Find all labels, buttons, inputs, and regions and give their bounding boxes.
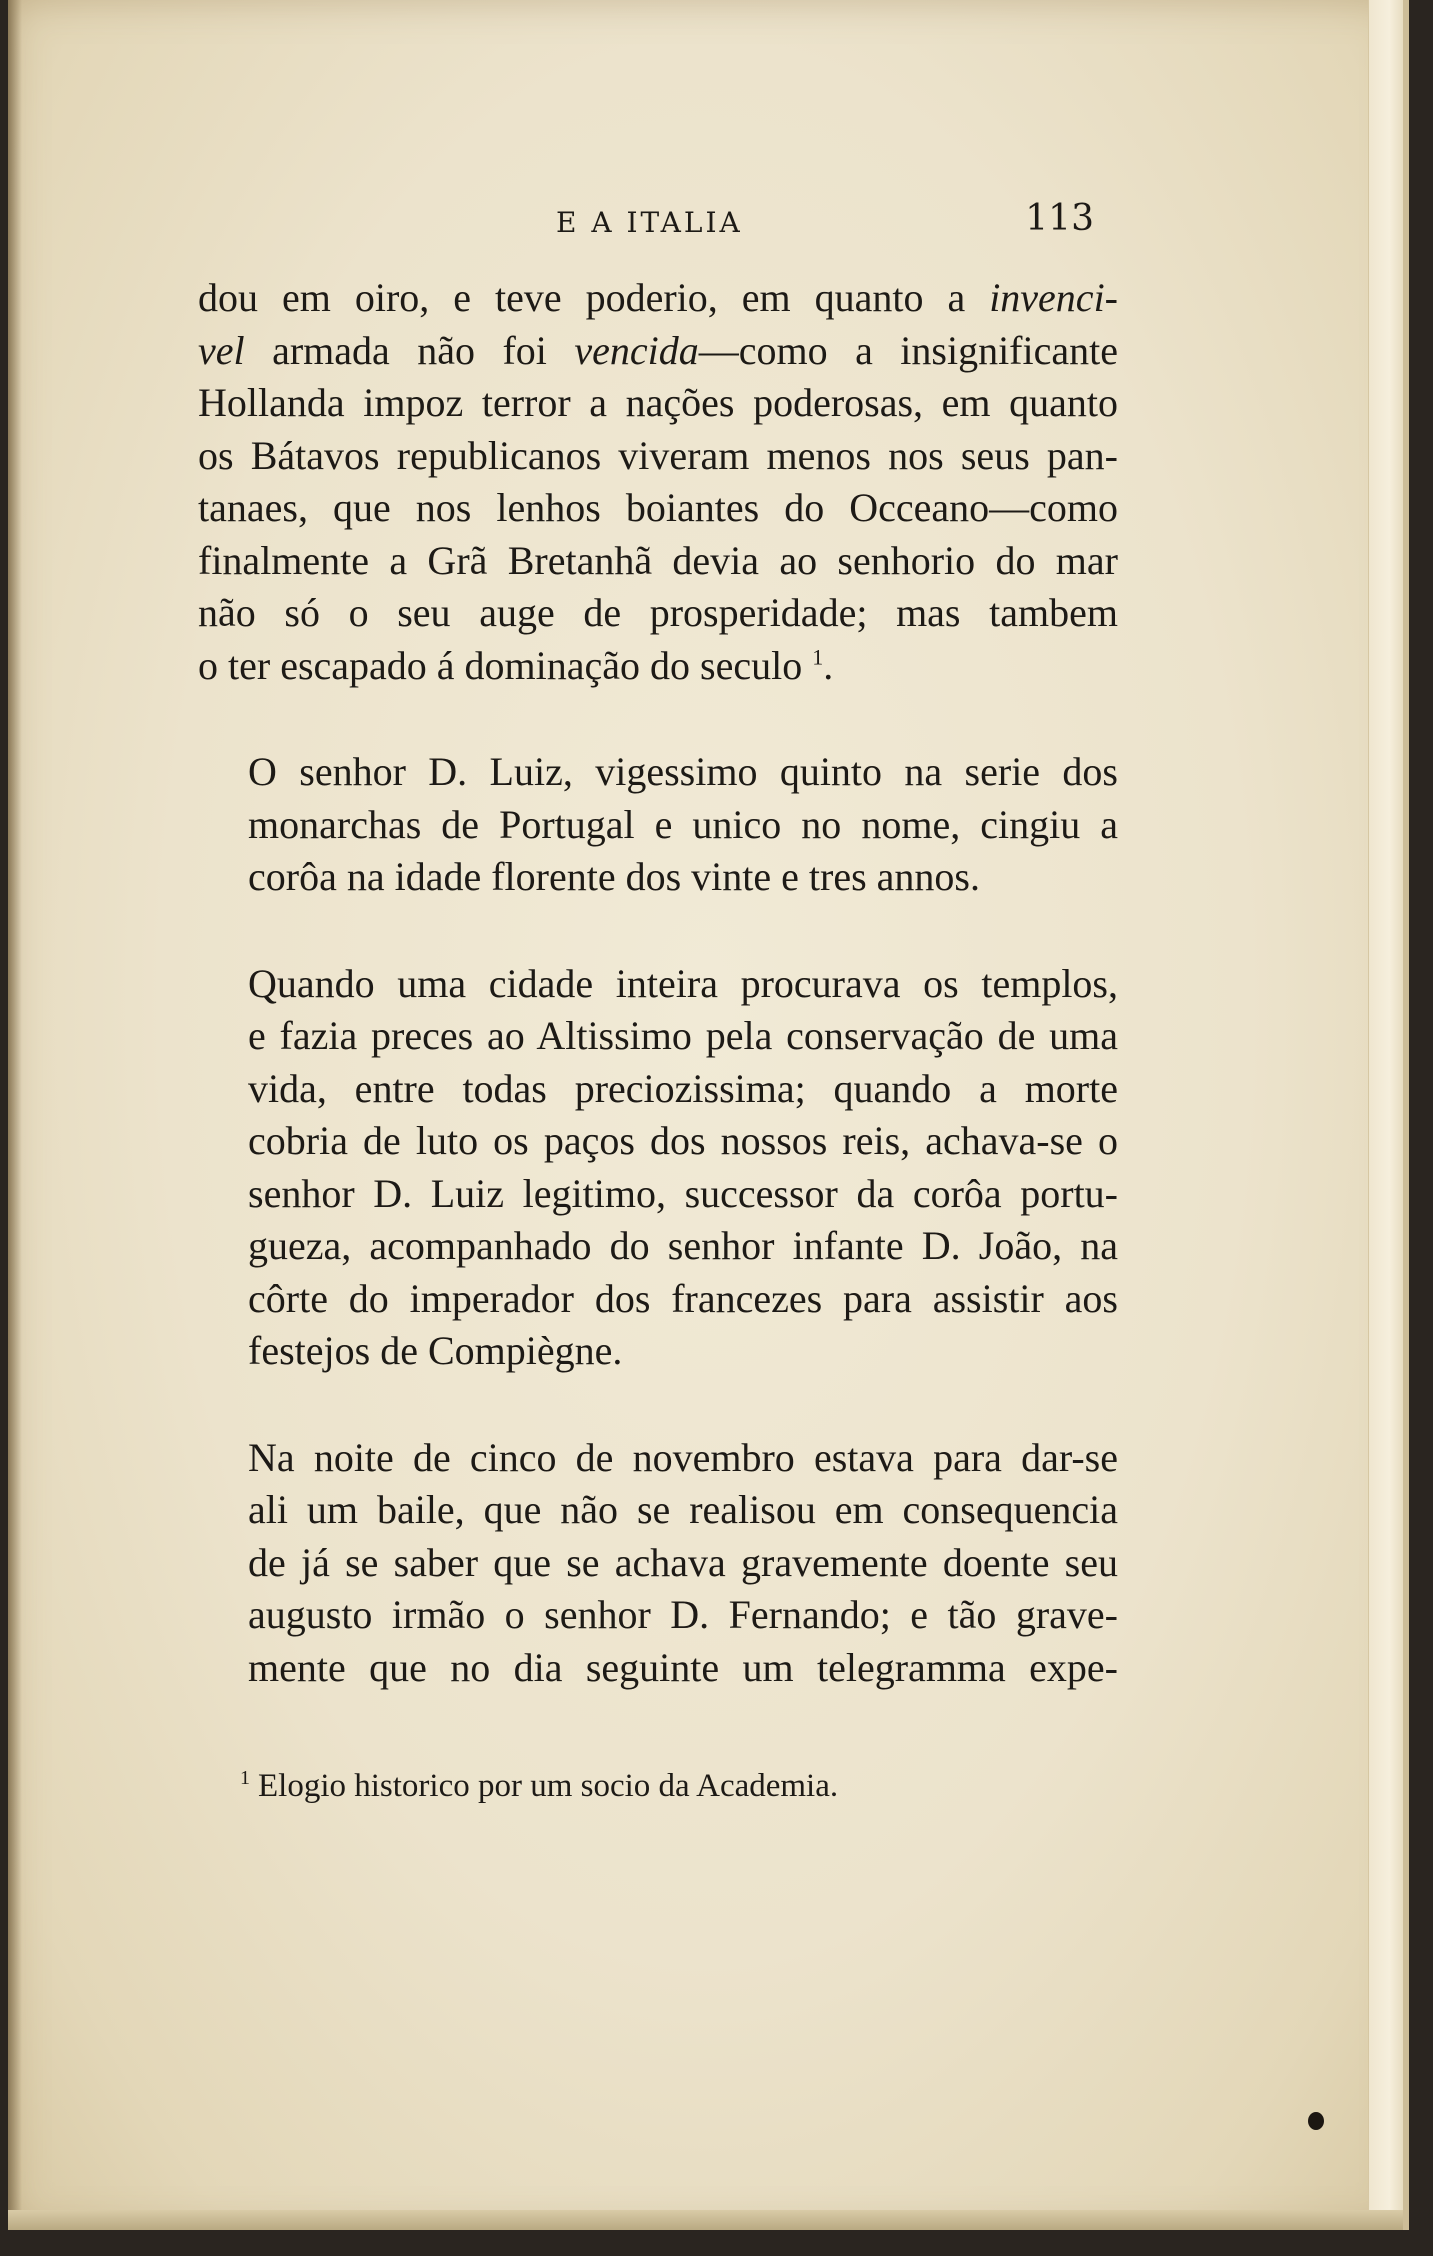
text-line: tanaes, que nos lenhos boiantes do Occeano—como — [198, 485, 1118, 530]
text-line: Hollanda impoz terror a nações poderosas, em quanto — [198, 380, 1118, 425]
italic-word: vel — [198, 327, 245, 373]
text-line: corôa na idade florente dos vinte e tres annos. — [248, 854, 980, 899]
text-line: dou em oiro, e teve poderio, em quanto a invenci- — [198, 275, 1118, 320]
text-line: não só o seu auge de prosperidade; mas tambem — [198, 590, 1118, 635]
italic-word: invenci- — [989, 275, 1118, 320]
text-line: augusto irmão o senhor D. Fernando; e tão grave- — [248, 1592, 1118, 1637]
book-page — [8, 0, 1409, 2230]
text-line: gueza, acompanhado do senhor infante D. João, na — [248, 1223, 1118, 1268]
text-line: vel armada não foi vencida—como a insignificante — [198, 327, 1118, 373]
page-header — [194, 198, 1114, 248]
text-line: senhor D. Luiz legitimo, successor da corôa portu- — [248, 1170, 1118, 1216]
text-line: os Bátavos republicanos viveram menos nos seus pan- — [198, 432, 1118, 478]
text-line: vida, entre todas preciozissima; quando a morte — [248, 1065, 1118, 1111]
italic-word: vencida — [574, 327, 699, 373]
text-line: ali um baile, que não se realisou em consequencia — [248, 1487, 1118, 1532]
page-number: 113 — [1025, 198, 1094, 239]
text-line: O senhor D. Luiz, vigessimo quinto na serie dos — [248, 749, 1118, 794]
text-line: e fazia preces ao Altissimo pela conservação de uma — [248, 1013, 1118, 1058]
text-line: o ter escapado á dominação do seculo $^1$. — [198, 642, 834, 688]
paragraph-1 — [198, 272, 1118, 692]
text-line: finalmente a Grã Bretanhã devia ao senhorio do mar — [198, 537, 1118, 583]
text-line: monarchas de Portugal e unico no nome, cingiu a — [248, 801, 1118, 847]
paragraph-2 — [198, 746, 1118, 904]
running-head: E A ITALIA — [556, 206, 743, 239]
text-line: côrte do imperador dos francezes para assistir aos — [248, 1275, 1118, 1321]
paragraph-3 — [198, 958, 1118, 1378]
text-line: mente que no dia seguinte um telegramma expe- — [248, 1644, 1118, 1690]
ink-spot — [1308, 2112, 1324, 2130]
footnote — [240, 1768, 838, 1805]
body-text — [198, 272, 1118, 1694]
text-line: de já se saber que se achava gravemente doente seu — [248, 1539, 1118, 1585]
footnote-reference: 1 — [812, 644, 824, 670]
page-edge — [1368, 0, 1403, 2230]
footnote-text: Elogio historico por um socio da Academia. — [258, 1768, 839, 1804]
paragraph-4 — [198, 1432, 1118, 1695]
footnote-mark: 1 — [240, 1767, 250, 1789]
text-line: festejos de Compiègne. — [248, 1328, 623, 1373]
page-bottom-edge — [8, 2210, 1403, 2230]
text-line: Na noite de cinco de novembro estava para dar-se — [248, 1434, 1118, 1480]
text-line: cobria de luto os paços dos nossos reis, achava-se o — [248, 1118, 1118, 1163]
text-line: Quando uma cidade inteira procurava os templos, — [248, 960, 1118, 1006]
spine-shadow — [8, 0, 22, 2230]
